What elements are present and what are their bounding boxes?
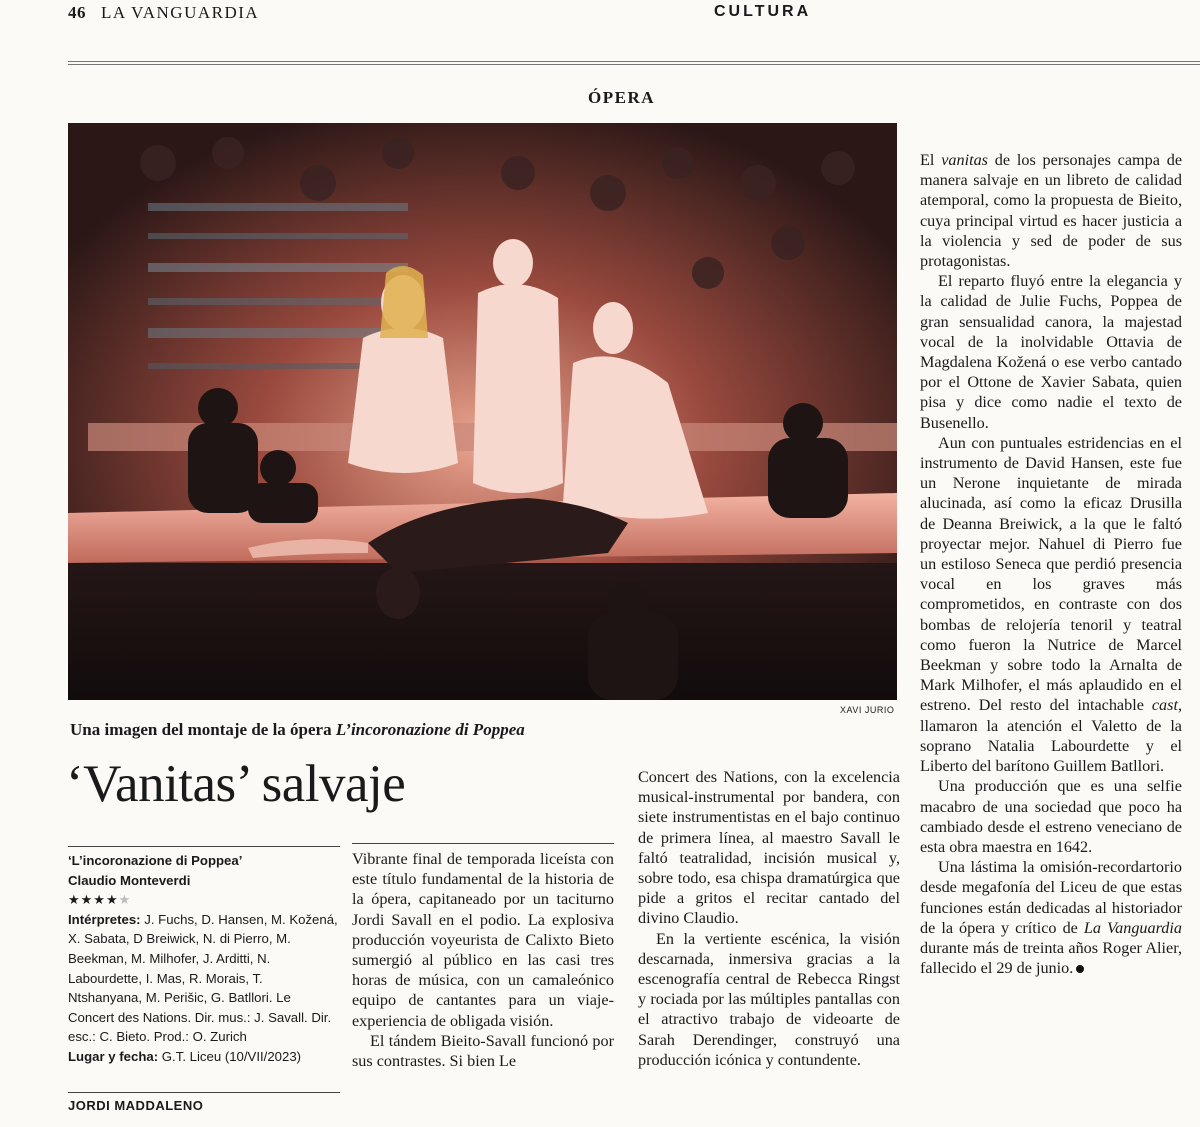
column-rule <box>352 843 614 844</box>
caption-text: Una imagen del montaje de la ópera <box>70 720 336 739</box>
byline: JORDI MADDALENO <box>68 1098 204 1113</box>
composer: Claudio Monteverdi <box>68 872 191 888</box>
photo-credit: XAVI JURIO <box>840 705 895 715</box>
article-end-mark <box>1076 965 1084 973</box>
body-column-3 <box>920 150 1182 978</box>
paragraph: Una lástima la omisión-recordartorio desde megafonía del Liceu de que estas funciones están dedicadas al historiador de la ópera y crítico de La Vanguardia durante más de treinta años Roger Alier, fallecido el 29 de junio. <box>920 858 1182 978</box>
paragraph: Una producción que es una selfie macabro de una sociedad que poco ha cambiado desde el estreno veneciano de esta obra maestra en 1642. <box>920 777 1182 856</box>
info-box-rule <box>68 846 340 847</box>
newspaper-name: LA VANGUARDIA <box>101 3 260 22</box>
opera-stage-photo <box>68 123 897 700</box>
venue-label: Lugar y fecha: <box>68 1048 159 1064</box>
review-info-box <box>68 846 340 1067</box>
paragraph: Aun con puntuales estridencias en el instrumento de David Hansen, este fue un Nerone inquietante de mirada alucinada, así como la eficaz Drusilla de Deanna Breiwick, a la que le faltó proyectar mejor. Nahuel di Pierro fue un estiloso Seneca que perdió presencia vocal en los graves más comprometidos, en contraste con dos bombas de relojería tenoril y teatral como fueron la Nutrice de Marcel Beekman y sobre todo la Arnalta de Mark Milhofer, el más aplaudido en el estreno. Del resto del intachable cast, llamaron la atención el Valetto de la soprano Natalia Labourdette y el Liberto del barítono Guillem Batllori. <box>920 433 1182 776</box>
subsection-label: ÓPERA <box>588 88 655 107</box>
section-label: CULTURA <box>714 3 812 20</box>
paragraph: Concert des Nations, con la excelencia musical-instrumental por bandera, con siete instrumentistas en el bajo continuo de primera línea, al maestro Savall le faltó teatralidad, incisión musical y, sobre todo, esa chispa dramatúrgica que pide a gritos el recitar cantado del divino Claudio. <box>638 768 900 928</box>
header-rule-bottom <box>68 64 1200 65</box>
paragraph: El tándem Bieito-Savall funcionó por sus contrastes. Si bien Le <box>352 1031 614 1071</box>
rating-filled-stars: ★★★★ <box>68 892 119 908</box>
performers <box>68 910 340 1047</box>
photo-caption <box>70 720 525 740</box>
paragraph: Vibrante final de temporada liceísta con este título fundamental de la historia de la ópera, capitaneado por un taciturno Jordi Savall en el podio. La explosiva producción voyeurista de Calixto Bieto sumergió al público en las casi tres horas de música, con un camaleónico equipo de cantantes para un viaje-experiencia de obligada visión. <box>352 850 614 1030</box>
performers-label: Intérpretes: <box>68 911 141 927</box>
venue-date <box>68 1047 340 1067</box>
byline-rule <box>68 1092 340 1093</box>
body-column-1 <box>352 849 614 1071</box>
header-rule-top <box>68 61 1200 62</box>
rating-stars <box>68 890 340 910</box>
paragraph: En la vertiente escénica, la visión descarnada, inmersiva gracias a la escenografía central de Rebecca Ringst y rociada por las múltiples pantallas con el atractivo trabajo de videoarte de Sarah Derendinger, construyó una producción icónica y contundente. <box>638 929 900 1069</box>
rating-empty-stars: ★ <box>118 892 132 908</box>
paragraph: El vanitas de los personajes campa de manera salvaje en un libreto de calidad atemporal, como la propuesta de Bieito, cuya principal virtud es hacer justicia a la violencia y sed de poder de sus protagonistas. <box>920 151 1183 271</box>
venue-text: G.T. Liceu (10/VII/2023) <box>158 1048 302 1064</box>
caption-opera-title: L’incoronazione di Poppea <box>335 720 525 739</box>
paragraph: El reparto fluyó entre la elegancia y la calidad de Julie Fuchs, Poppea de gran sensualidad canora, la majestad vocal de la inolvidable Ottavia de Magdalena Kožená o ese verbo cantado por el Ottone de Xavier Sabata, quien pisa y dice como nadie el texto de Busenello. <box>920 272 1182 432</box>
performers-text: J. Fuchs, D. Hansen, M. Kožená, X. Sabata, D Breiwick, N. di Pierro, M. Beekman, M. Milhofer, J. Arditti, N. Labourdette, I. Mas, R. Morais, T. Ntshanyana, M. Perišic, G. Batllori. Le Concert des Nations. Dir. mus.: J. Savall. Dir. esc.: C. Bieto. Prod.: O. Zurich <box>68 911 338 1045</box>
body-column-2 <box>638 767 900 1070</box>
page-number: 46 <box>68 3 86 22</box>
work-title: ‘L’incoronazione di Poppea’ <box>68 853 243 868</box>
headline: ‘Vanitas’ salvaje <box>66 755 406 813</box>
